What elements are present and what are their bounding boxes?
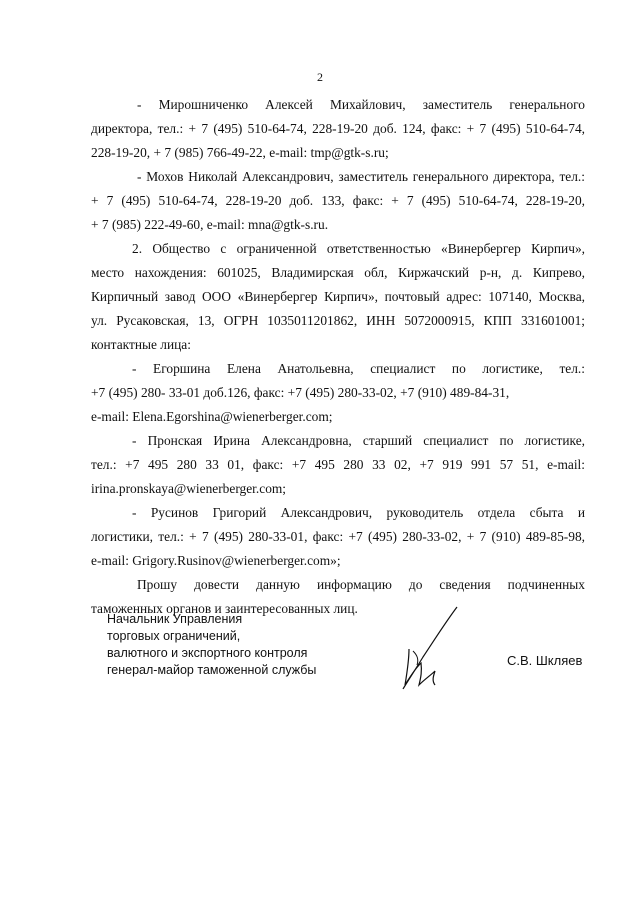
signatory-title — [107, 611, 316, 679]
signatory-title-line: Начальник Управления — [107, 612, 243, 626]
contact-line: тел.: +7 495 280 33 01, факс: +7 495 280 33 02, +7 919 991 57 51, e-mail: — [91, 457, 585, 472]
contact-line: - Пронская Ирина Александровна, старший специалист по логистике, — [132, 433, 585, 448]
contact-line: irina.pronskaya@wienerberger.com; — [91, 481, 287, 496]
company-line: 2. Общество с ограниченной ответственностью «Винербергер Кирпич», — [132, 241, 585, 256]
contact-line: e-mail: Elena.Egorshina@wienerberger.com; — [91, 409, 333, 424]
company-line: ул. Русаковская, 13, ОГРН 1035011201862, ИНН 5072000915, КПП 331601001; — [91, 313, 585, 328]
page-number: 2 — [317, 70, 323, 84]
contact-line: +7 (495) 280- 33-01 доб.126, факс: +7 (495) 280-33-02, +7 (910) 489-84-31, — [91, 385, 510, 400]
contact-line: e-mail: Grigory.Rusinov@wienerberger.com»; — [91, 553, 341, 568]
handwritten-signature — [395, 605, 475, 700]
company-line: Кирпичный завод ООО «Винербергер Кирпич», почтовый адрес: 107140, Москва, — [91, 289, 585, 304]
signatory-title-line: валютного и экспортного контроля — [107, 646, 308, 660]
contact-line: - Русинов Григорий Александрович, руководитель отдела сбыта и — [132, 505, 585, 520]
signatory-title-line: генерал-майор таможенной службы — [107, 663, 317, 677]
contact-line: + 7 (495) 510-64-74, 228-19-20 доб. 133, факс: + 7 (495) 510-64-74, 228-19-20, — [91, 193, 585, 208]
contact-line: - Мирошниченко Алексей Михайлович, заместитель генерального — [137, 97, 585, 112]
company-line: контактные лица: — [91, 337, 191, 352]
contact-line: - Егоршина Елена Анатольевна, специалист по логистике, тел.: — [132, 361, 585, 376]
contact-line: + 7 (985) 222-49-60, e-mail: mna@gtk-s.ru. — [91, 217, 329, 232]
request-line: Прошу довести данную информацию до сведения подчиненных — [137, 577, 585, 592]
contact-line: - Мохов Николай Александрович, заместитель генерального директора, тел.: — [137, 169, 585, 184]
contact-line: 228-19-20, + 7 (985) 766-49-22, e-mail: tmp@gtk-s.ru; — [91, 145, 389, 160]
company-line: место нахождения: 601025, Владимирская обл, Киржачский р-н, д. Кипрево, — [91, 265, 585, 280]
request-line: таможенных органов и заинтересованных лиц. — [91, 601, 358, 616]
contact-line: логистики, тел.: + 7 (495) 280-33-01, факс: +7 (495) 280-33-02, + 7 (910) 489-85-98, — [91, 529, 585, 544]
signatory-title-line: торговых ограничений, — [107, 629, 241, 643]
contact-line: директора, тел.: + 7 (495) 510-64-74, 228-19-20 доб. 124, факс: + 7 (495) 510-64-74, — [91, 121, 585, 136]
signer-name: С.В. Шкляев — [507, 653, 583, 668]
